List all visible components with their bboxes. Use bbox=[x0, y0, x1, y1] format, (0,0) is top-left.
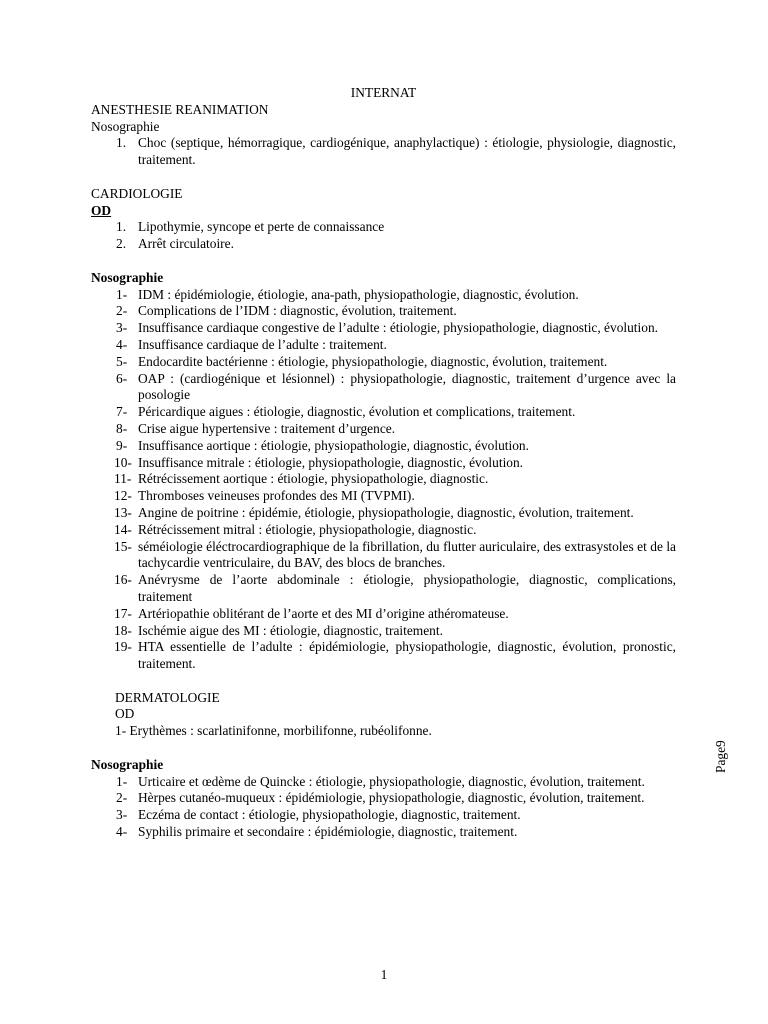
item-text: Ischémie aigue des MI : étiologie, diagnostic, traitement. bbox=[138, 622, 443, 638]
item-number: 1- bbox=[116, 286, 128, 302]
item-text: Rétrécissement mitral : étiologie, physiopathologie, diagnostic. bbox=[138, 521, 477, 537]
item-number: 1- bbox=[116, 773, 128, 789]
item-number: 6- bbox=[116, 370, 128, 386]
item-text: Thromboses veineuses profondes des MI (TVPMI). bbox=[138, 488, 415, 504]
list-item bbox=[91, 623, 676, 640]
item-text: Hèrpes cutanéo-muqueux : épidémiologie, physiopathologie, diagnostic, évolution, traitement. bbox=[138, 790, 645, 806]
dermatologie-od-item: 1- Erythèmes : scarlatinifonne, morbilifonne, rubéolifonne. bbox=[115, 723, 432, 739]
item-text: Syphilis primaire et secondaire : épidémiologie, diagnostic, traitement. bbox=[138, 824, 518, 840]
list-item bbox=[91, 303, 676, 320]
item-number: 1. bbox=[116, 219, 127, 235]
item-text: Choc (septique, hémorragique, cardiogénique, anaphylactique) : étiologie, physiologie, diagnostic, traitement. bbox=[138, 135, 676, 168]
dermatologie-nosographie-list bbox=[91, 774, 676, 841]
cardiologie-od-list bbox=[91, 219, 676, 253]
item-number: 3- bbox=[116, 320, 128, 336]
item-number: 2. bbox=[116, 236, 127, 252]
section-heading-cardiologie: CARDIOLOGIE bbox=[91, 185, 183, 201]
item-number: 2- bbox=[116, 303, 128, 319]
item-number: 8- bbox=[116, 420, 128, 436]
item-text: Urticaire et œdème de Quincke : étiologie, physiopathologie, diagnostic, évolution, traitement. bbox=[138, 773, 645, 789]
list-item bbox=[91, 639, 676, 673]
item-text: Endocardite bactérienne : étiologie, physiopathologie, diagnostic, évolution, traitement. bbox=[138, 353, 608, 369]
item-number: 3- bbox=[116, 807, 128, 823]
item-text: Eczéma de contact : étiologie, physiopathologie, diagnostic, traitement. bbox=[138, 807, 521, 823]
item-number: 11- bbox=[114, 471, 132, 487]
list-item bbox=[91, 404, 676, 421]
list-item bbox=[91, 807, 676, 824]
list-item bbox=[91, 824, 676, 841]
item-number: 4- bbox=[116, 336, 128, 352]
list-item bbox=[91, 320, 676, 337]
item-number: 9- bbox=[116, 437, 128, 453]
list-item bbox=[91, 572, 676, 606]
section-heading-dermatologie: DERMATOLOGIE bbox=[115, 689, 220, 705]
item-number: 18- bbox=[114, 622, 132, 638]
item-number: 15- bbox=[114, 538, 132, 554]
subheading-nosographie-cardiologie: Nosographie bbox=[91, 269, 164, 285]
item-number: 17- bbox=[114, 605, 132, 621]
list-item bbox=[91, 488, 676, 505]
list-item bbox=[91, 219, 676, 236]
list-item bbox=[91, 135, 676, 169]
item-text: Crise aigue hypertensive : traitement d’urgence. bbox=[138, 420, 396, 436]
subheading-od-dermatologie: OD bbox=[115, 706, 135, 722]
item-number: 4- bbox=[116, 824, 128, 840]
list-item bbox=[91, 471, 676, 488]
item-text: Insuffisance mitrale : étiologie, physiopathologie, diagnostic, évolution. bbox=[138, 454, 524, 470]
item-text: Arrêt circulatoire. bbox=[138, 236, 234, 252]
item-text: OAP : (cardiogénique et lésionnel) : physiopathologie, diagnostic, traitement d’urgence avec la posologie bbox=[138, 370, 676, 403]
subheading-od-cardiologie: OD bbox=[91, 202, 112, 218]
list-item bbox=[91, 287, 676, 304]
list-item bbox=[91, 421, 676, 438]
item-number: 19- bbox=[114, 639, 132, 655]
document-body bbox=[91, 85, 676, 841]
list-item bbox=[91, 790, 676, 807]
item-number: 16- bbox=[114, 572, 132, 588]
item-number: 2- bbox=[116, 790, 128, 806]
item-text: HTA essentielle de l’adulte : épidémiologie, physiopathologie, diagnostic, évolution, pronostic, traitement. bbox=[138, 639, 676, 672]
item-text: Insuffisance cardiaque de l’adulte : traitement. bbox=[138, 336, 387, 352]
item-text: Anévrysme de l’aorte abdominale : étiologie, physiopathologie, diagnostic, complications, traitement bbox=[138, 572, 676, 604]
subheading-nosographie-anesthesie: Nosographie bbox=[91, 118, 160, 134]
item-number: 7- bbox=[116, 404, 128, 420]
margin-page-label: Page9 bbox=[713, 740, 728, 773]
item-number: 13- bbox=[114, 504, 132, 520]
list-item bbox=[91, 505, 676, 522]
item-text: Insuffisance aortique : étiologie, physiopathologie, diagnostic, évolution. bbox=[138, 437, 529, 453]
item-text: Complications de l’IDM : diagnostic, évolution, traitement. bbox=[138, 303, 457, 319]
item-number: 5- bbox=[116, 353, 128, 369]
list-item bbox=[91, 455, 676, 472]
list-item bbox=[91, 337, 676, 354]
cardiologie-nosographie-list bbox=[91, 287, 676, 673]
item-text: Insuffisance cardiaque congestive de l’adulte : étiologie, physiopathologie, diagnostic, évolution. bbox=[138, 320, 658, 336]
section-heading-anesthesie: ANESTHESIE REANIMATION bbox=[91, 101, 269, 117]
page-number: 1 bbox=[380, 967, 388, 982]
item-number: 14- bbox=[114, 521, 132, 537]
item-number: 1. bbox=[116, 135, 127, 151]
list-item bbox=[91, 522, 676, 539]
item-text: IDM : épidémiologie, étiologie, ana-path, physiopathologie, diagnostic, évolution. bbox=[138, 286, 579, 302]
anesthesie-list bbox=[91, 135, 676, 169]
item-text: Lipothymie, syncope et perte de connaissance bbox=[138, 219, 385, 235]
item-number: 10- bbox=[114, 454, 132, 470]
subheading-nosographie-dermatologie: Nosographie bbox=[91, 756, 164, 772]
list-item bbox=[91, 236, 676, 253]
list-item bbox=[91, 774, 676, 791]
item-text: Angine de poitrine : épidémie, étiologie, physiopathologie, diagnostic, évolution, traitement. bbox=[138, 504, 634, 520]
item-number: 12- bbox=[114, 488, 132, 504]
item-text: Artériopathie oblitérant de l’aorte et des MI d’origine athéromateuse. bbox=[138, 605, 509, 621]
item-text: Rétrécissement aortique : étiologie, physiopathologie, diagnostic. bbox=[138, 471, 489, 487]
list-item bbox=[91, 539, 676, 573]
list-item bbox=[91, 371, 676, 405]
document-title: INTERNAT bbox=[350, 85, 417, 100]
list-item bbox=[91, 354, 676, 371]
list-item bbox=[91, 606, 676, 623]
item-text: séméiologie éléctrocardiographique de la fibrillation, du flutter auriculaire, des extrasystoles et de la tachycardie ventriculaire, du BAV, des blocs de branches. bbox=[138, 538, 676, 571]
item-text: Péricardique aigues : étiologie, diagnostic, évolution et complications, traitement. bbox=[138, 404, 576, 420]
list-item bbox=[91, 438, 676, 455]
